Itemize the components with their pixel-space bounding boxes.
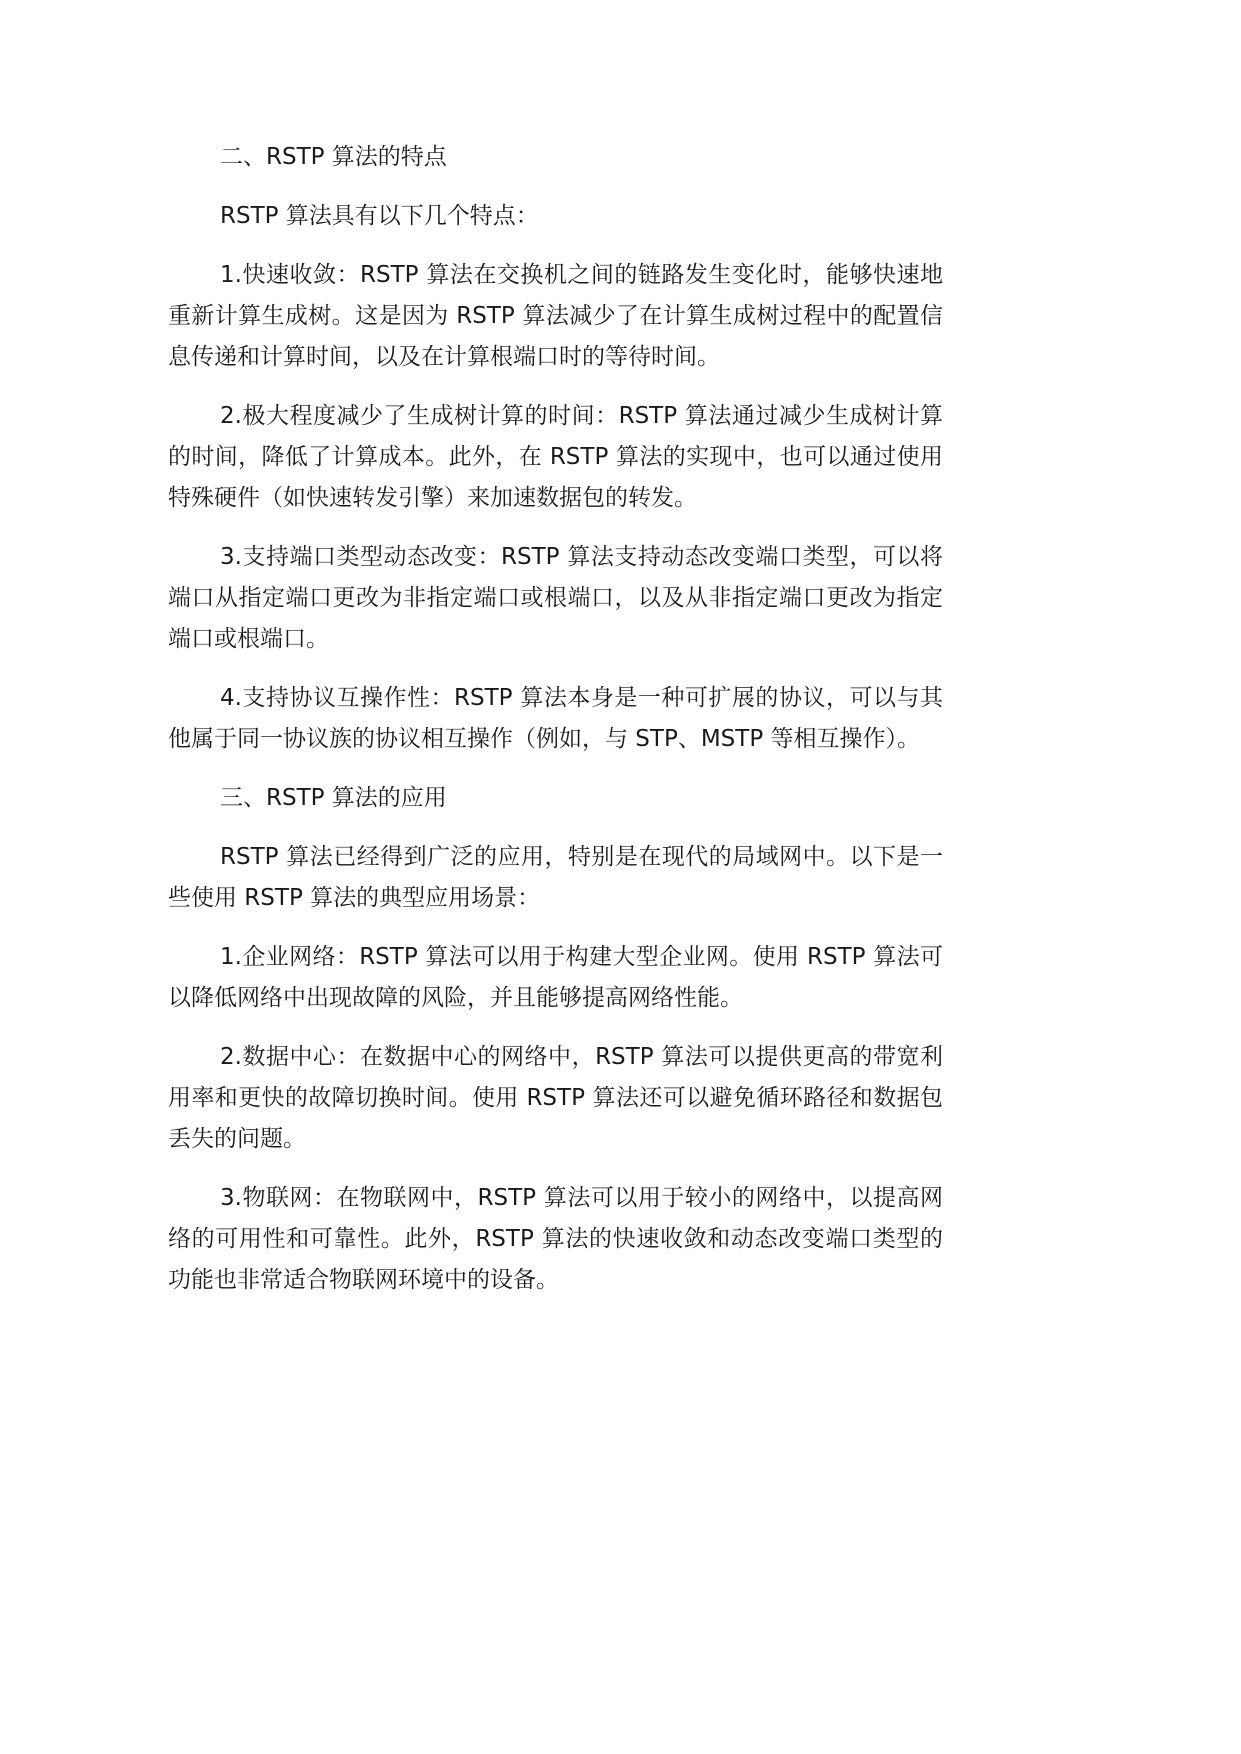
paragraph-application-1: 1.企业网络：RSTP 算法可以用于构建大型企业网。使用 RSTP 算法可以降低网络中出现故障的风险，并且能够提高网络性能。: [168, 944, 943, 1011]
paragraph-application-2: 2.数据中心：在数据中心的网络中，RSTP 算法可以提供更高的带宽利用率和更快的故障切换时间。使用 RSTP 算法还可以避免循环路径和数据包丢失的问题。: [168, 1044, 943, 1152]
paragraph-feature-3: 3.支持端口类型动态改变：RSTP 算法支持动态改变端口类型，可以将端口从指定端口更改为非指定端口或根端口，以及从非指定端口更改为指定端口或根端口。: [168, 544, 943, 652]
document-body: [168, 137, 943, 1319]
paragraph-intro-features: RSTP 算法具有以下几个特点：: [220, 203, 539, 229]
paragraph-application-3: 3.物联网：在物联网中，RSTP 算法可以用于较小的网络中，以提高网络的可用性和可靠性。此外，RSTP 算法的快速收敛和动态改变端口类型的功能也非常适合物联网环境中的设备。: [168, 1185, 943, 1293]
section-heading-features: 二、RSTP 算法的特点: [220, 144, 447, 170]
paragraph-intro-applications: RSTP 算法已经得到广泛的应用，特别是在现代的局域网中。以下是一些使用 RSTP 算法的典型应用场景：: [168, 844, 943, 911]
paragraph-feature-2: 2.极大程度减少了生成树计算的时间：RSTP 算法通过减少生成树计算的时间，降低了计算成本。此外，在 RSTP 算法的实现中，也可以通过使用特殊硬件（如快速转发引擎）来加速数据包的转发。: [168, 403, 943, 511]
paragraph-feature-4: 4.支持协议互操作性：RSTP 算法本身是一种可扩展的协议，可以与其他属于同一协议族的协议相互操作（例如，与 STP、MSTP 等相互操作）。: [168, 685, 943, 752]
section-heading-applications: 三、RSTP 算法的应用: [220, 785, 447, 811]
paragraph-feature-1: 1.快速收敛：RSTP 算法在交换机之间的链路发生变化时，能够快速地重新计算生成树。这是因为 RSTP 算法减少了在计算生成树过程中的配置信息传递和计算时间，以及在计算根端口时的等待时间。: [168, 262, 943, 370]
